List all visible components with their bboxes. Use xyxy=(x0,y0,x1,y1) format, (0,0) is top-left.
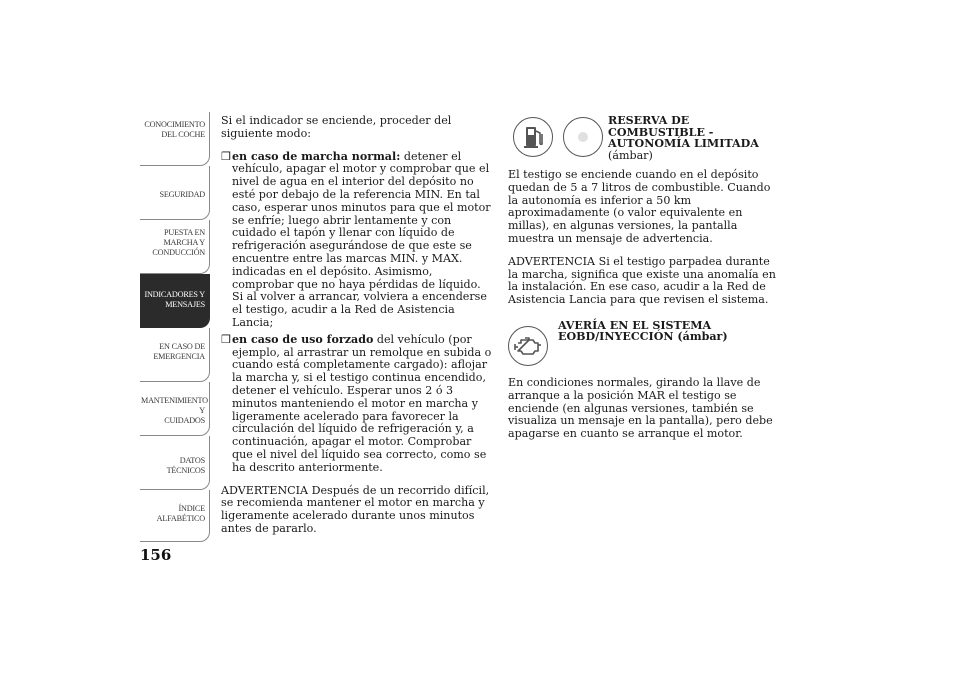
left-column xyxy=(221,115,493,546)
eobd-header xyxy=(508,317,778,377)
tab-seguridad[interactable] xyxy=(140,166,210,220)
engine-check-icon xyxy=(508,326,548,366)
bullet-mark: ❒ xyxy=(221,149,231,163)
fuel-reserve-title xyxy=(608,115,778,161)
tab-indice[interactable] xyxy=(140,490,210,542)
eobd-title xyxy=(558,320,778,343)
fuel-title-text: RESERVA DE COMBUSTIBLE - AUTONOMÍA LIMITADA xyxy=(608,114,759,150)
tab-label: MANTENIMIENTO Y CUIDADOS xyxy=(141,396,208,425)
eobd-title-text: AVERÍA EN EL SISTEMA EOBD/INYECCIÓN xyxy=(558,318,712,344)
tab-label: SEGURIDAD xyxy=(159,190,205,199)
right-column xyxy=(508,115,778,451)
fuel-pump-icon xyxy=(513,117,553,157)
bullet-normal-driving xyxy=(221,151,493,330)
fuel-reserve-text: El testigo se enciende cuando en el depósito quedan de 5 a 7 litros de combustible. Cuando la autonomía es inferior a 50 km aproximadamente (o valor equivalente en millas), en algunas versiones, la pantalla muestra un mensaje de advertencia. xyxy=(508,168,771,245)
eobd-text: En condiciones normales, girando la llave de arranque a la posición MAR el testigo se enciende (en algunas versiones, también se visualiza un mensaje en la pantalla), pero debe apagarse en cuanto se arranque el motor. xyxy=(508,375,773,441)
tab-mantenimiento[interactable] xyxy=(140,382,210,436)
bullet-text: detener el vehículo, apagar el motor y comprobar que el nivel de agua en el interior del depósito no esté por debajo de la referencia MIN. En tal caso, esperar unos minutos para que el motor se enfríe; luego abrir lentamente y con cuidado el tapón y llenar con líquido de refrigeración asegurándose de que este se encuentre entre las marcas MIN. y MAX. indicadas en el depósito. Asimismo, comprobar que no haya pérdidas de líquido. Si al volver a arrancar, volviera a encenderse el testigo, acudir a la Red de Asistencia Lancia; xyxy=(232,149,491,329)
bullet-text: del vehículo (por ejemplo, al arrastrar un remolque en subida o cuando está completamente cargado): aflojar la marcha y, si el testigo continua encendido, detener el vehículo. Esperar unos 2 ó 3 minutos manteniendo el motor en marcha y ligeramente acelerado para favorecer la circulación del líquido de refrigeración y, a continuación, apagar el motor. Comprobar que el nivel del líquido sea correcto, como se ha descrito anteriormente. xyxy=(232,332,492,474)
tab-puesta-en-marcha[interactable] xyxy=(140,220,210,274)
bullet-mark: ❒ xyxy=(221,332,231,346)
eobd-title-color: (ámbar) xyxy=(677,330,728,344)
tab-label: CONOCIMIENTO DEL COCHE xyxy=(144,120,205,139)
tab-conocimiento[interactable] xyxy=(140,112,210,166)
bullet-heading: en caso de marcha normal: xyxy=(232,149,401,163)
tab-label: ÍNDICE ALFABÉTICO xyxy=(156,504,205,523)
fuel-reserve-header xyxy=(508,115,778,167)
tab-label: INDICADORES Y MENSAJES xyxy=(144,290,205,309)
bullet-heavy-use xyxy=(221,334,493,475)
tab-label: DATOS TÉCNICOS xyxy=(166,456,205,475)
bullet-heading: en caso de uso forzado xyxy=(232,332,374,346)
page-number: 156 xyxy=(140,546,172,564)
tab-indicadores[interactable] xyxy=(140,274,210,328)
warning-text: ADVERTENCIA Después de un recorrido difícil, se recomienda mantener el motor en marcha y ligeramente acelerado durante unos minutos antes de pararlo. xyxy=(221,483,490,535)
intro-text: Si el indicador se enciende, proceder del siguiente modo: xyxy=(221,114,452,140)
tab-datos-tecnicos[interactable] xyxy=(140,436,210,490)
chapter-sidebar xyxy=(140,112,210,542)
tab-emergencia[interactable] xyxy=(140,328,210,382)
fuel-title-color: (ámbar) xyxy=(608,148,653,162)
indicator-light-icon xyxy=(563,117,603,157)
fuel-reserve-warning: ADVERTENCIA Si el testigo parpadea durante la marcha, significa que existe una anomalía en la instalación. En ese caso, acudir a la Red de Asistencia Lancia para que revisen el sistema. xyxy=(508,254,776,307)
tab-label: PUESTA EN MARCHA Y CONDUCCIÓN xyxy=(152,228,205,257)
tab-label: EN CASO DE EMERGENCIA xyxy=(153,342,205,361)
